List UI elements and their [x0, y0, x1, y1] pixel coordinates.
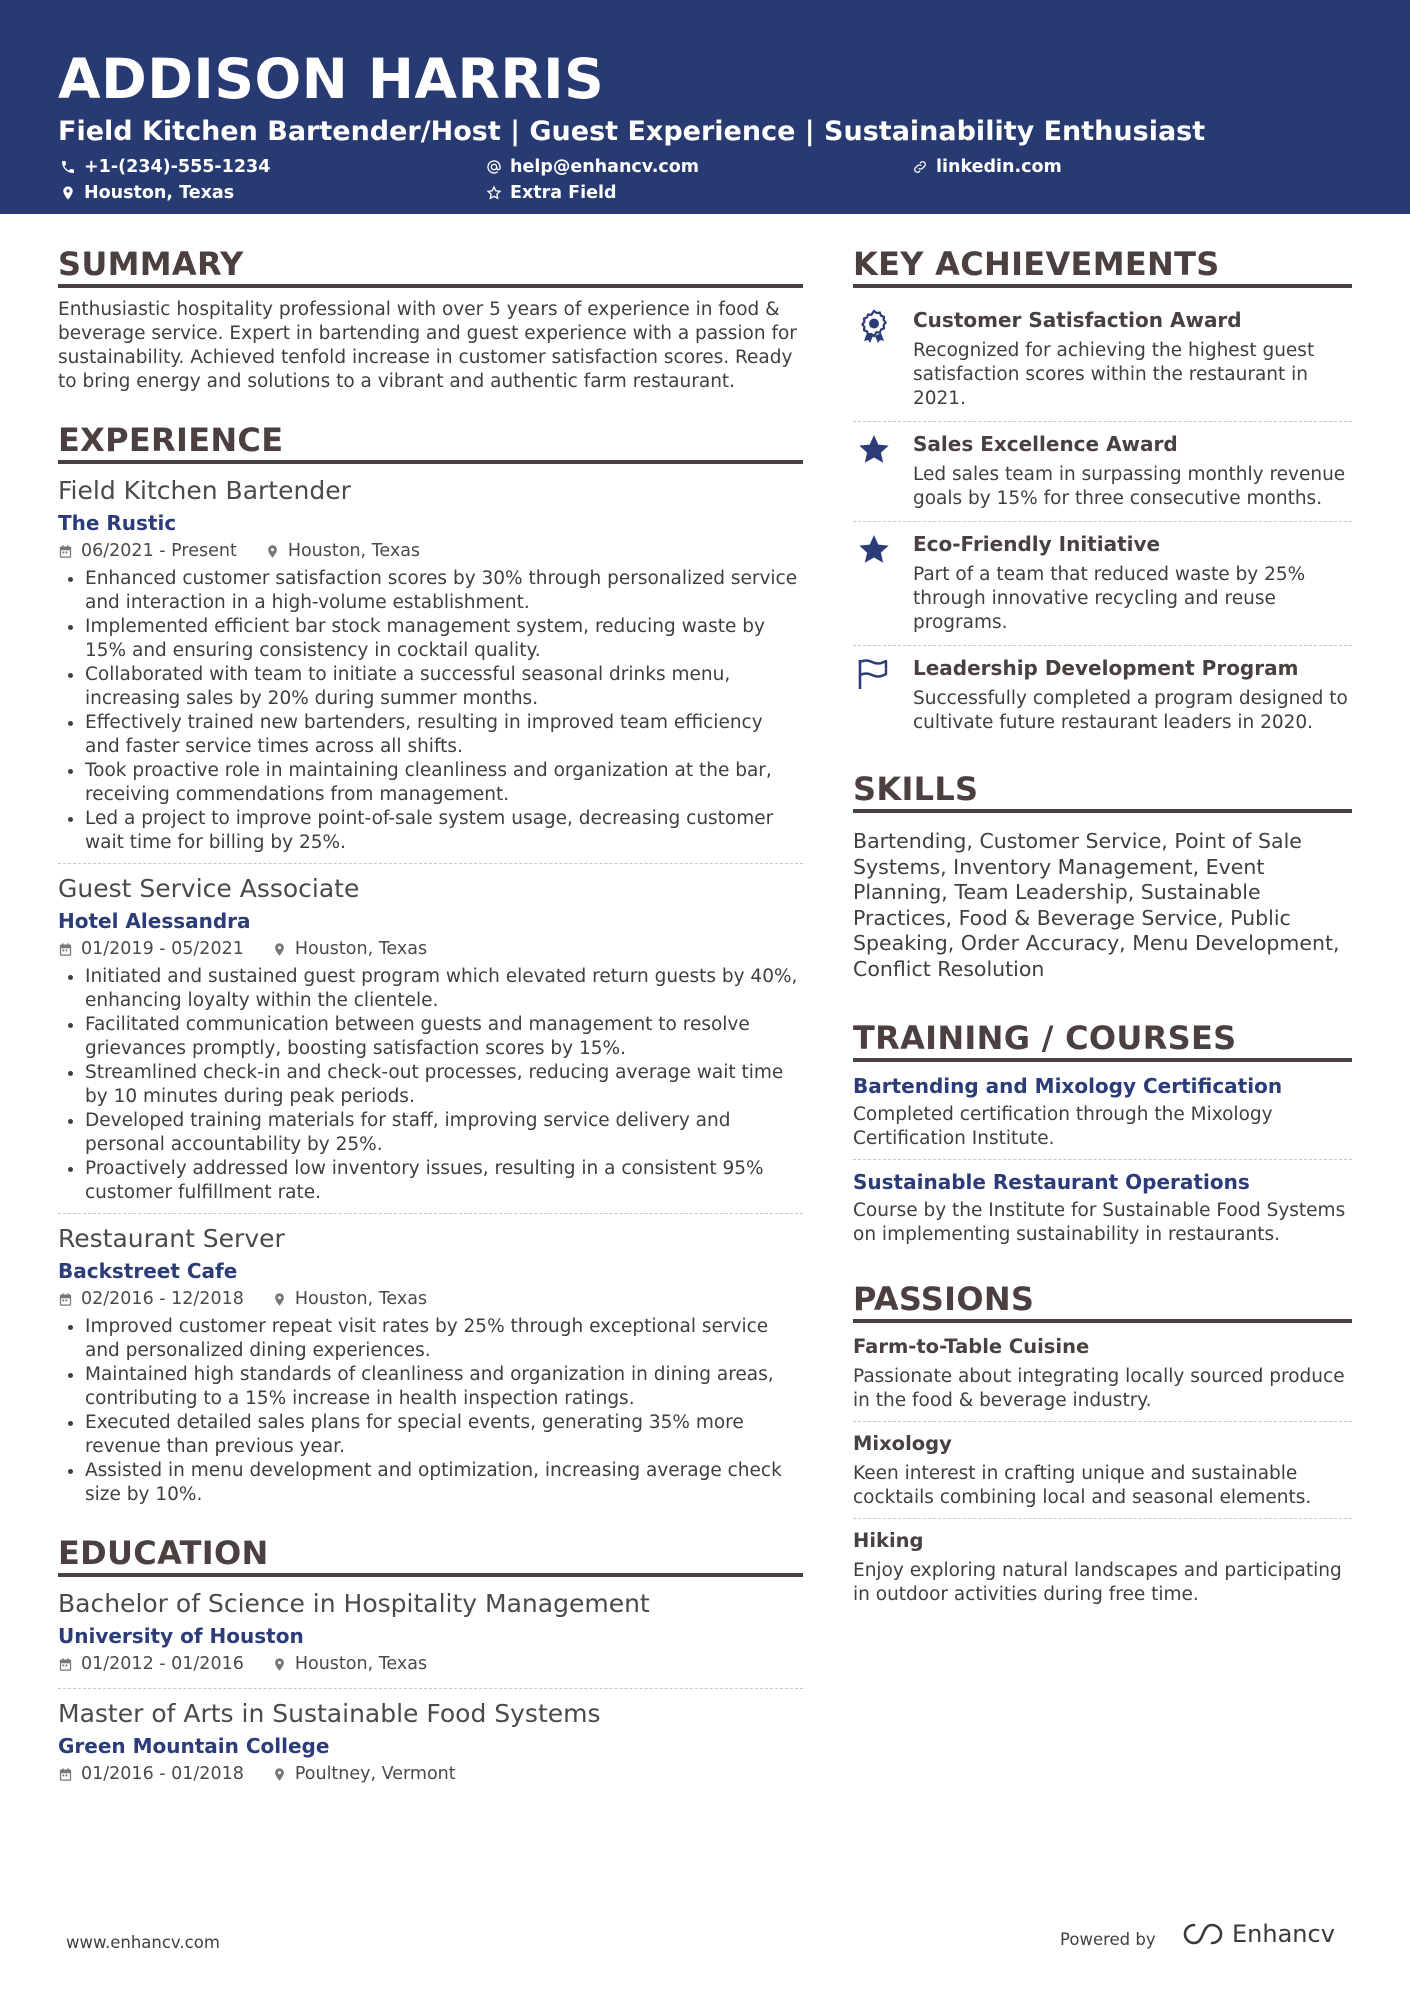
education-section — [58, 1533, 803, 1798]
calendar-icon — [58, 942, 73, 957]
training-section — [853, 1018, 1352, 1255]
star-outline-icon — [486, 185, 502, 201]
enhancv-logo-icon — [1180, 1921, 1226, 1947]
school-name: Green Mountain College — [58, 1734, 330, 1758]
phone-icon — [60, 159, 76, 175]
link-icon — [912, 159, 928, 175]
bullet-item: Initiated and sustained guest program which elevated return guests by 40%, enhancing loyalty within the clientele. — [58, 965, 803, 1013]
calendar-icon — [58, 1657, 73, 1672]
education-dates: 01/2012 - 01/2016 — [81, 1654, 244, 1674]
achievement-desc: Recognized for achieving the highest guest satisfaction scores within the restaurant in 2021. — [913, 340, 1315, 409]
degree-title: Master of Arts in Sustainable Food Systems — [58, 1699, 601, 1728]
skills-text: Bartending, Customer Service, Point of Sale Systems, Inventory Management, Event Planning, Team Leadership, Sustainable Practices, Food & Beverage Service, Public Speaking, Order Accuracy, Menu Development, Conflict Resolution — [853, 829, 1340, 981]
achievement-desc: Successfully completed a program designed to cultivate future restaurant leaders in 2020. — [913, 688, 1348, 733]
location-pin-icon — [272, 1767, 287, 1782]
calendar-icon — [58, 544, 73, 559]
job-role: Restaurant Server — [58, 1224, 285, 1253]
passion-desc: Passionate about integrating locally sourced produce in the food & beverage industry. — [853, 1366, 1345, 1411]
education-meta — [58, 1651, 803, 1677]
passion-title: Mixology — [853, 1432, 952, 1455]
experience-item — [58, 1222, 803, 1515]
location-text: Houston, Texas — [84, 183, 235, 203]
contact-info — [58, 157, 1352, 213]
candidate-tagline: Field Kitchen Bartender/Host | Guest Experience | Sustainability Enthusiast — [58, 116, 1206, 147]
summary-text: Enthusiastic hospitality professional with over 5 years of experience in food & beverage service. Expert in bartending and guest experience with a passion for sustainability. Achieved tenfold increase in customer satisfaction scores. Ready to bring energy and solutions to a vibrant and authentic farm restaurant. — [58, 299, 797, 392]
achievement-desc: Part of a team that reduced waste by 25% through innovative recycling and reuse programs. — [913, 564, 1306, 633]
job-company: Hotel Alessandra — [58, 909, 251, 933]
experience-item — [58, 872, 803, 1214]
location-pin-icon — [272, 1657, 287, 1672]
passion-item — [853, 1527, 1352, 1615]
education-dates: 01/2016 - 01/2018 — [81, 1764, 244, 1784]
bullet-item: Facilitated communication between guests and management to resolve grievances promptly, boosting satisfaction scores by 15%. — [58, 1013, 803, 1061]
job-dates: 02/2016 - 12/2018 — [81, 1289, 244, 1309]
education-meta — [58, 1761, 803, 1787]
bullet-item: Took proactive role in maintaining cleanliness and organization at the bar, receiving commendations from management. — [58, 759, 803, 807]
achievement-title: Sales Excellence Award — [913, 432, 1178, 456]
bullet-item: Effectively trained new bartenders, resulting in improved team efficiency and faster service times across all shifts. — [58, 711, 803, 759]
bullet-item: Collaborated with team to initiate a successful seasonal drinks menu, increasing sales by 20% during summer months. — [58, 663, 803, 711]
star-icon — [856, 532, 892, 568]
at-icon — [486, 159, 502, 175]
job-location: Houston, Texas — [287, 541, 421, 561]
enhancv-logo[interactable] — [1180, 1920, 1335, 1948]
contact-linkedin[interactable] — [912, 157, 1062, 177]
achievement-item — [853, 646, 1352, 745]
passions-heading: PASSIONS — [853, 1279, 1352, 1323]
calendar-icon — [58, 1292, 73, 1307]
star-icon — [856, 432, 892, 468]
passion-item — [853, 1430, 1352, 1519]
linkedin-text: linkedin.com — [936, 157, 1062, 177]
skills-section — [853, 769, 1352, 982]
school-name: University of Houston — [58, 1624, 304, 1648]
passion-desc: Enjoy exploring natural landscapes and participating in outdoor activities during free time. — [853, 1560, 1342, 1605]
course-item — [853, 1168, 1352, 1255]
job-meta — [58, 538, 803, 564]
extra-text: Extra Field — [510, 183, 617, 203]
location-pin-icon — [272, 1292, 287, 1307]
skills-heading: SKILLS — [853, 769, 1352, 813]
achievement-title: Eco-Friendly Initiative — [913, 532, 1161, 556]
job-dates: 01/2019 - 05/2021 — [81, 939, 244, 959]
contact-location — [60, 183, 234, 203]
experience-item — [58, 474, 803, 864]
job-company: Backstreet Cafe — [58, 1259, 238, 1283]
job-location: Houston, Texas — [294, 1289, 428, 1309]
bullet-item: Enhanced customer satisfaction scores by 30% through personalized service and interaction in a high-volume establishment. — [58, 567, 803, 615]
enhancv-logo-text: Enhancv — [1232, 1920, 1335, 1948]
bullet-item: Developed training materials for staff, improving service delivery and personal accountability by 25%. — [58, 1109, 803, 1157]
left-column — [58, 244, 803, 1806]
bullet-item: Maintained high standards of cleanliness and organization in dining areas, contributing to a 15% increase in health inspection ratings. — [58, 1363, 803, 1411]
job-dates: 06/2021 - Present — [81, 541, 237, 561]
achievement-item — [853, 298, 1352, 422]
achievement-title: Leadership Development Program — [913, 656, 1299, 680]
passion-desc: Keen interest in crafting unique and sustainable cocktails combining local and seasonal elements. — [853, 1463, 1312, 1508]
calendar-icon — [58, 1767, 73, 1782]
achievement-item — [853, 422, 1352, 522]
job-company: The Rustic — [58, 511, 177, 535]
job-role: Guest Service Associate — [58, 874, 360, 903]
training-heading: TRAINING / COURSES — [853, 1018, 1352, 1062]
course-desc: Completed certification through the Mixology Certification Institute. — [853, 1104, 1273, 1149]
job-location: Houston, Texas — [294, 939, 428, 959]
job-meta — [58, 936, 803, 962]
right-column — [853, 244, 1352, 1623]
bullet-item: Implemented efficient bar stock management system, reducing waste by 15% and ensuring consistency in cocktail quality. — [58, 615, 803, 663]
candidate-name: ADDISON HARRIS — [58, 47, 605, 111]
course-title: Bartending and Mixology Certification — [853, 1074, 1283, 1098]
achievement-item — [853, 522, 1352, 646]
job-role: Field Kitchen Bartender — [58, 476, 351, 505]
footer-url[interactable]: www.enhancv.com — [66, 1933, 220, 1952]
award-ribbon-icon — [856, 308, 892, 344]
education-item — [58, 1697, 803, 1798]
course-title: Sustainable Restaurant Operations — [853, 1170, 1250, 1194]
passion-title: Hiking — [853, 1529, 924, 1552]
education-heading: EDUCATION — [58, 1533, 803, 1577]
bullet-item: Executed detailed sales plans for special events, generating 35% more revenue than previous year. — [58, 1411, 803, 1459]
course-desc: Course by the Institute for Sustainable Food Systems on implementing sustainability in restaurants. — [853, 1200, 1346, 1245]
bullet-item: Streamlined check-in and check-out processes, reducing average wait time by 10 minutes during peak periods. — [58, 1061, 803, 1109]
phone-text: +1-(234)-555-1234 — [84, 157, 271, 177]
achievement-desc: Led sales team in surpassing monthly revenue goals by 15% for three consecutive months. — [913, 464, 1346, 509]
passions-section — [853, 1279, 1352, 1615]
job-meta — [58, 1286, 803, 1312]
location-pin-icon — [60, 185, 76, 201]
degree-title: Bachelor of Science in Hospitality Management — [58, 1589, 650, 1618]
footer-powered-by: Powered by — [1060, 1930, 1156, 1949]
contact-phone[interactable] — [60, 157, 270, 177]
contact-email[interactable] — [486, 157, 699, 177]
passion-title: Farm-to-Table Cuisine — [853, 1335, 1090, 1358]
location-pin-icon — [272, 942, 287, 957]
flag-icon — [856, 656, 892, 692]
resume-header — [0, 0, 1410, 214]
bullet-item: Improved customer repeat visit rates by 25% through exceptional service and personalized dining experiences. — [58, 1315, 803, 1363]
achievements-section — [853, 244, 1352, 745]
bullet-item: Assisted in menu development and optimization, increasing average check size by 10%. — [58, 1459, 803, 1507]
education-location: Houston, Texas — [294, 1654, 428, 1674]
job-bullets — [58, 567, 803, 855]
education-location: Poultney, Vermont — [294, 1764, 456, 1784]
bullet-item: Proactively addressed low inventory issues, resulting in a consistent 95% customer fulfillment rate. — [58, 1157, 803, 1205]
course-item — [853, 1072, 1352, 1160]
passion-item — [853, 1333, 1352, 1422]
job-bullets — [58, 1315, 803, 1507]
job-bullets — [58, 965, 803, 1205]
email-text: help@enhancv.com — [510, 157, 700, 177]
achievement-title: Customer Satisfaction Award — [913, 308, 1242, 332]
summary-section — [58, 244, 803, 394]
education-item — [58, 1587, 803, 1689]
location-pin-icon — [265, 544, 280, 559]
achievements-heading: KEY ACHIEVEMENTS — [853, 244, 1352, 288]
bullet-item: Led a project to improve point-of-sale system usage, decreasing customer wait time for billing by 25%. — [58, 807, 803, 855]
experience-section — [58, 420, 803, 1515]
contact-extra — [486, 183, 617, 203]
summary-heading: SUMMARY — [58, 244, 803, 288]
experience-heading: EXPERIENCE — [58, 420, 803, 464]
